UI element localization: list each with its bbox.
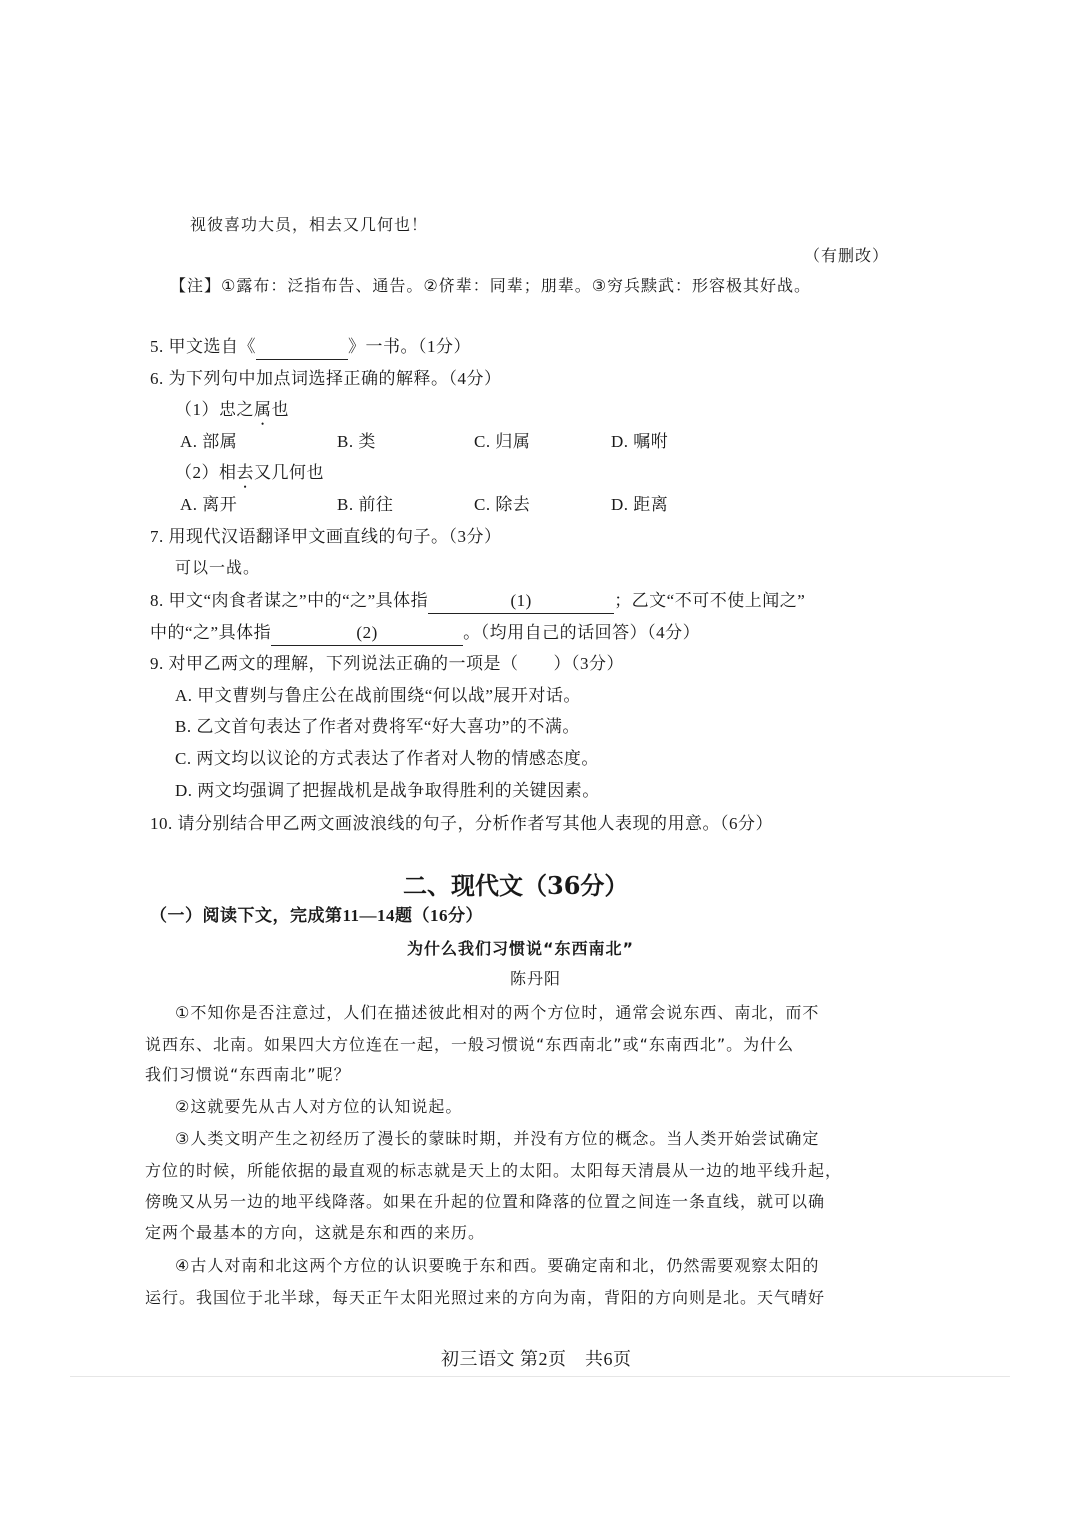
question-8-line-1: [150, 589, 805, 614]
q6-item1-option-b[interactable]: B. 类: [337, 432, 376, 451]
q9-option-d[interactable]: D. 两文均强调了把握战机是战争取得胜利的关键因素。: [175, 781, 600, 800]
q6-item2-post: 又几何也: [254, 463, 324, 482]
article-line: ③人类文明产生之初经历了漫长的蒙昧时期，并没有方位的概念。当人类开始尝试确定: [175, 1129, 820, 1148]
q7-sentence: 可以一战。: [175, 558, 261, 577]
article-line: 定两个最基本的方向，这就是东和西的来历。: [145, 1223, 486, 1242]
q6-item2-option-a[interactable]: A. 离开: [180, 495, 238, 514]
article-line: ①不知你是否注意过，人们在描述彼此相对的两个方位时，通常会说东西、南北，而不: [175, 1003, 820, 1022]
q6-item-1: [175, 398, 289, 429]
question-7-stem: 7. 用现代汉语翻译甲文画直线的句子。（3分）: [150, 527, 502, 546]
article-line: 运行。我国位于北半球，每天正午太阳光照过来的方向为南，背阳的方向则是北。天气晴好: [145, 1288, 826, 1307]
article-line: 傍晚又从另一边的地平线降落。如果在升起的位置和降落的位置之间连一条直线，就可以确: [145, 1192, 826, 1211]
question-6-stem: 6. 为下列句中加点词选择正确的解释。（4分）: [150, 369, 502, 388]
article-author: 陈丹阳: [510, 969, 562, 988]
q8-part3: 中的“之”具体指: [150, 623, 272, 642]
question-8-line-2: [150, 621, 700, 646]
q6-item2-option-d[interactable]: D. 距离: [611, 495, 669, 514]
q5-prefix: 5. 甲文选自《: [150, 337, 256, 356]
article-line: 说西东、北南。如果四大方位连在一起，一般习惯说“东西南北”或“东南西北”。为什么: [145, 1035, 795, 1054]
q9-option-b[interactable]: B. 乙文首句表达了作者对费将军“好大喜功”的不满。: [175, 717, 580, 736]
q6-item1-post: 也: [271, 400, 289, 419]
q6-item1-pre: （1）忠之: [175, 400, 254, 419]
q8-part4: 。（均用自己的话回答）（4分）: [463, 623, 701, 642]
q6-item1-option-d[interactable]: D. 嘱咐: [611, 432, 669, 451]
q6-item2-dotted-word: 去: [236, 463, 254, 482]
article-line: 我们习惯说“东西南北”呢？: [145, 1065, 351, 1084]
q6-item2-pre: （2）相: [175, 463, 237, 482]
subsection-1-title: （一）阅读下文，完成第11—14题（16分）: [150, 906, 484, 925]
q6-item2-option-c[interactable]: C. 除去: [474, 495, 531, 514]
q8-part2: ；乙文“不可不使上闻之”: [614, 591, 806, 610]
section-2-title: 二、现代文（36分）: [403, 871, 629, 900]
source-note: （有删改）: [804, 246, 890, 265]
question-10-stem: 10. 请分别结合甲乙两文画波浪线的句子，分析作者写其他人表现的用意。（6分）: [150, 814, 773, 833]
q6-item1-option-a[interactable]: A. 部属: [180, 432, 238, 451]
q6-item1-dotted-word: 属: [254, 400, 272, 419]
page-footer: 初三语文 第2页 共6页: [441, 1349, 632, 1369]
classical-last-line: 视彼喜功大员，相去又几何也！: [190, 215, 429, 234]
article-line: 方位的时候，所能依据的最直观的标志就是天上的太阳。太阳每天清晨从一边的地平线升起，: [145, 1161, 843, 1180]
q9-option-a[interactable]: A. 甲文曹刿与鲁庄公在战前围绕“何以战”展开对话。: [175, 686, 581, 705]
q9-option-c[interactable]: C. 两文均以议论的方式表达了作者对人物的情感态度。: [175, 749, 599, 768]
question-5: [150, 335, 471, 360]
footer-divider: [70, 1376, 1010, 1377]
q5-answer-blank[interactable]: [256, 335, 348, 360]
q6-item1-option-c[interactable]: C. 归属: [474, 432, 531, 451]
article-line: ②这就要先从古人对方位的认知说起。: [175, 1097, 463, 1116]
q8-part1: 8. 甲文“肉食者谋之”中的“之”具体指: [150, 591, 429, 610]
annotation: 【注】①露布：泛指布告、通告。②侪辈：同辈；朋辈。③穷兵黩武：形容极其好战。: [170, 276, 812, 295]
q6-item2-option-b[interactable]: B. 前往: [337, 495, 394, 514]
q6-item-2: [175, 461, 324, 492]
q8-blank-1[interactable]: (1): [428, 589, 614, 614]
q5-suffix: 》一书。（1分）: [348, 337, 471, 356]
article-title: 为什么我们习惯说“东西南北”: [407, 939, 635, 958]
question-9-stem: 9. 对甲乙两文的理解，下列说法正确的一项是（ ）（3分）: [150, 654, 624, 673]
article-line: ④古人对南和北这两个方位的认识要晚于东和西。要确定南和北，仍然需要观察太阳的: [175, 1256, 820, 1275]
q8-blank-2[interactable]: (2): [271, 621, 463, 646]
